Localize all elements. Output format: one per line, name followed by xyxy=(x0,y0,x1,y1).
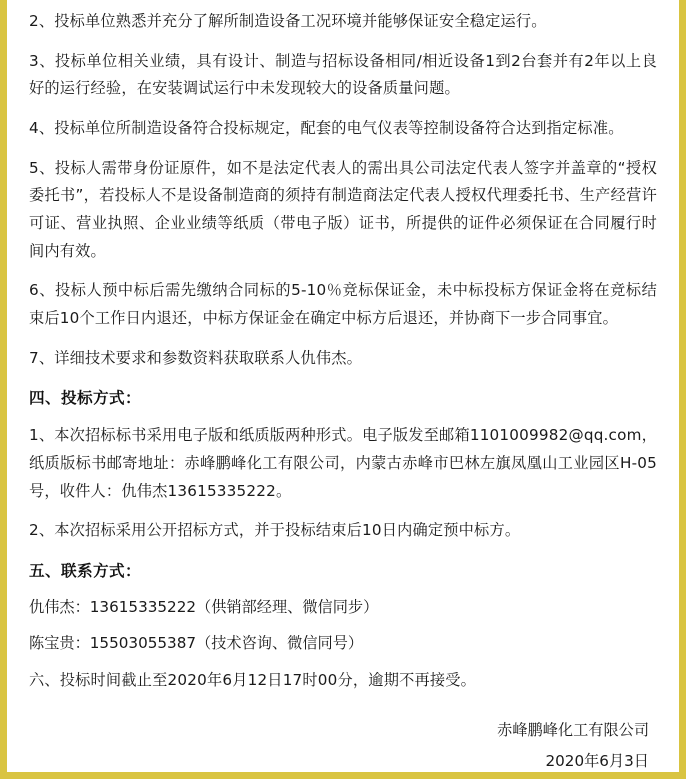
signature-date: 2020年6月3日 xyxy=(545,752,649,771)
bid-method-item-1: 1、本次招标标书采用电子版和纸质版两种形式。电子版发至邮箱1101009982@qq.com，纸质版标书邮寄地址：赤峰鹏峰化工有限公司，内蒙古赤峰市巴林左旗凤凰山工业园区H-05号，收件人：仇伟杰13615335222。 xyxy=(29,426,657,500)
paragraph-item-2: 2、投标单位熟悉并充分了解所制造设备工况环境并能够保证安全稳定运行。 xyxy=(29,12,547,30)
section-heading-bid-method: 四、投标方式： xyxy=(29,389,141,408)
paragraph-item-3: 3、投标单位相关业绩，具有设计、制造与招标设备相同/相近设备1到2台套并有2年以上良好的运行经验，在安装调试运行中未发现较大的设备质量问题。 xyxy=(29,51,657,98)
contact-person-2: 陈宝贵：15503055387（技术咨询、微信同号） xyxy=(29,633,364,652)
bid-deadline: 六、投标时间截止至2020年6月12日17时00分，逾期不再接受。 xyxy=(29,670,477,689)
document-body xyxy=(7,0,679,772)
signature-company: 赤峰鹏峰化工有限公司 xyxy=(497,721,649,740)
paragraph-item-6: 6、投标人预中标后需先缴纳合同标的5-10％竞标保证金，未中标投标方保证金将在竞标结束后10个工作日内退还，中标方保证金在确定中标方后退还，并协商下一步合同事宜。 xyxy=(29,281,657,327)
paragraph-item-7: 7、详细技术要求和参数资料获取联系人仇伟杰。 xyxy=(29,348,363,367)
paragraph-item-5: 5、投标人需带身份证原件，如不是法定代表人的需出具公司法定代表人签字并盖章的“授权委托书”，若投标人不是设备制造商的须持有制造商法定代表人授权代理委托书、生产经营许可证、营业执照、企业业绩等纸质（带电子版）证书，所提供的证件必须保证在合同履行时间内有效。 xyxy=(29,158,657,260)
bid-method-item-2: 2、本次招标采用公开招标方式，并于投标结束后10日内确定预中标方。 xyxy=(29,521,521,540)
contact-person-1: 仇伟杰：13615335222（供销部经理、微信同步） xyxy=(29,597,379,616)
paragraph-item-4: 4、投标单位所制造设备符合投标规定，配套的电气仪表等控制设备符合达到指定标准。 xyxy=(29,118,624,137)
signature-block xyxy=(29,716,657,776)
section-heading-contact: 五、联系方式： xyxy=(29,561,141,580)
